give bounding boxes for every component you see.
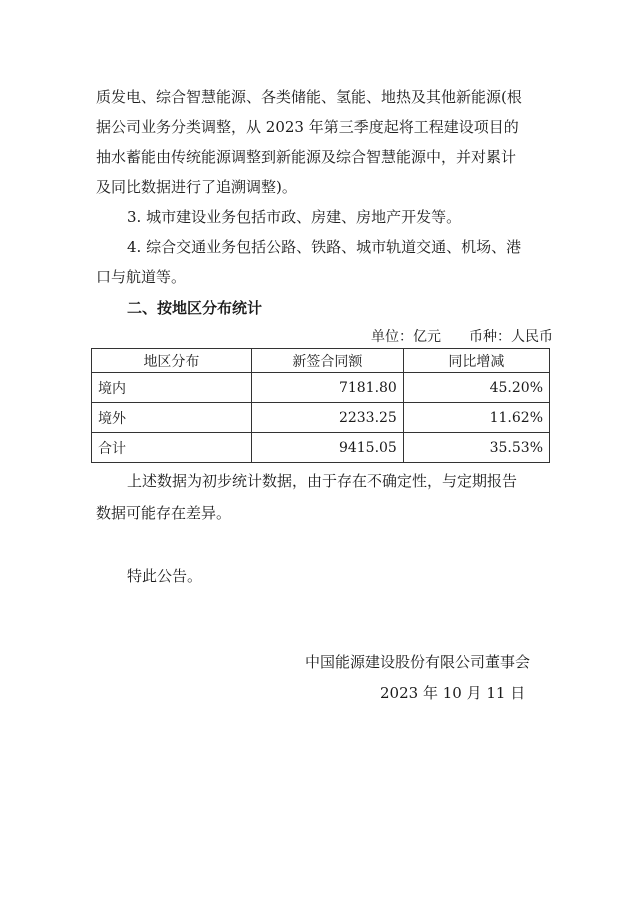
closing-text: 特此公告。 — [127, 567, 203, 585]
unit-line — [371, 326, 553, 348]
table-header-row — [92, 349, 550, 373]
header-amount: 新签合同额 — [251, 349, 403, 373]
cell-yoy: 11.62% — [403, 403, 549, 433]
body-line-1: 质发电、综合智慧能源、各类储能、氢能、地热及其他新能源(根 — [96, 88, 522, 106]
signature-company: 中国能源建设股份有限公司董事会 — [305, 653, 531, 671]
header-yoy: 同比增减 — [403, 349, 549, 373]
cell-amount: 7181.80 — [251, 373, 403, 403]
cell-yoy: 35.53% — [403, 433, 549, 463]
header-region: 地区分布 — [92, 349, 252, 373]
cell-yoy: 45.20% — [403, 373, 549, 403]
note-line-2: 数据可能存在差异。 — [96, 504, 232, 522]
table-row — [92, 403, 550, 433]
cell-amount: 9415.05 — [251, 433, 403, 463]
item-4-line-1: 4. 综合交通业务包括公路、铁路、城市轨道交通、机场、港 — [127, 238, 522, 256]
body-line-4: 及同比数据进行了追溯调整)。 — [96, 178, 297, 196]
cell-region: 境内 — [92, 373, 252, 403]
item-4-line-2: 口与航道等。 — [96, 268, 187, 286]
section-heading: 二、按地区分布统计 — [127, 299, 263, 317]
currency-label: 币种：人民币 — [469, 329, 553, 345]
item-3: 3. 城市建设业务包括市政、房建、房地产开发等。 — [127, 208, 462, 226]
body-line-2: 据公司业务分类调整，从 2023 年第三季度起将工程建设项目的 — [96, 118, 519, 136]
region-stats-table — [91, 348, 550, 463]
table-row — [92, 433, 550, 463]
body-line-3: 抽水蓄能由传统能源调整到新能源及综合智慧能源中，并对累计 — [96, 148, 517, 166]
signature-date: 2023 年 10 月 11 日 — [380, 684, 526, 702]
cell-region: 境外 — [92, 403, 252, 433]
note-line-1: 上述数据为初步统计数据，由于存在不确定性，与定期报告 — [127, 472, 518, 490]
unit-label: 单位：亿元 — [371, 329, 441, 345]
table-row — [92, 373, 550, 403]
cell-region: 合计 — [92, 433, 252, 463]
cell-amount: 2233.25 — [251, 403, 403, 433]
